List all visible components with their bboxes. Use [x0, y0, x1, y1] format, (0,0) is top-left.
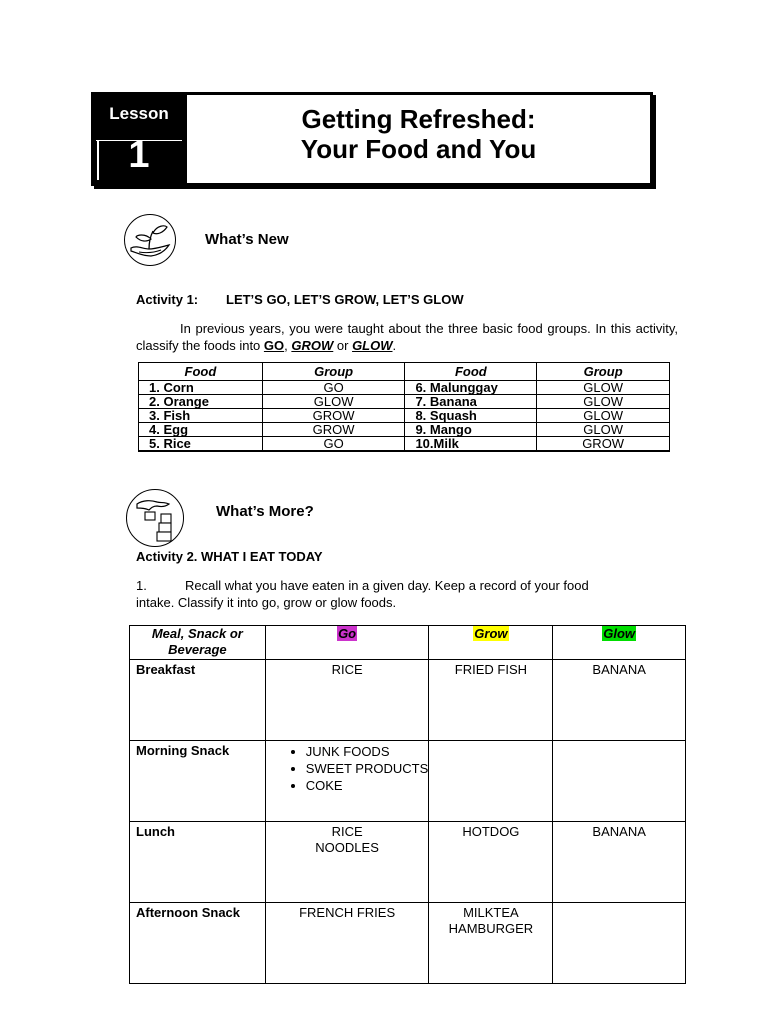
table-row [130, 660, 686, 741]
glow-keyword: GLOW [352, 338, 393, 353]
header-meal-line1: Meal, Snack or [151, 626, 243, 641]
grow-cell: FRIED FISH [429, 660, 553, 741]
hand-stacking-blocks-icon [126, 489, 184, 547]
activity1-title: LET’S GO, LET’S GROW, LET’S GLOW [226, 292, 464, 307]
meal-cell: Lunch [130, 822, 266, 903]
glow-cell: BANANA [553, 660, 686, 741]
meal-cell: Afternoon Snack [130, 903, 266, 984]
table-row [130, 741, 686, 822]
go-line: NOODLES [315, 840, 379, 855]
table-row [139, 381, 670, 395]
glow-cell: BANANA [553, 822, 686, 903]
food-cell: 6. Malunggay [405, 381, 537, 395]
grow-cell: HOTDOG [429, 822, 553, 903]
group-cell: GLOW [537, 381, 670, 395]
intro-sep1: , [284, 338, 292, 353]
food-cell: 10.Milk [405, 437, 537, 452]
go-cell [265, 741, 429, 822]
go-cell: RICE [265, 660, 429, 741]
group-cell: GROW [262, 423, 405, 437]
grow-cell [429, 741, 553, 822]
header-food: Food [139, 363, 263, 381]
header-meal-line2: Beverage [168, 642, 227, 657]
go-cell [265, 822, 429, 903]
header-group: Group [262, 363, 405, 381]
group-cell: GO [262, 437, 405, 452]
table-header-row [130, 626, 686, 660]
grow-highlight: Grow [474, 626, 508, 641]
grow-line: HAMBURGER [448, 921, 534, 936]
go-keyword: GO [263, 338, 285, 353]
table-header-row [139, 363, 670, 381]
go-highlight: Go [338, 626, 357, 641]
list-item: • COKE [306, 777, 429, 794]
whats-new-heading: What’s New [205, 231, 289, 248]
instruction-number: 1. [136, 578, 147, 593]
grow-line: MILKTEA [463, 905, 519, 920]
go-list [266, 743, 429, 794]
go-cell: FRENCH FRIES [265, 903, 429, 984]
food-cell: 1. Corn [139, 381, 263, 395]
glow-cell [553, 741, 686, 822]
header-food: Food [405, 363, 537, 381]
header-go [265, 626, 429, 660]
group-cell: GLOW [537, 423, 670, 437]
lesson-label: Lesson [109, 104, 169, 123]
table-row [139, 423, 670, 437]
whats-more-heading: What’s More? [216, 503, 314, 520]
group-cell: GO [262, 381, 405, 395]
intro-end: . [392, 338, 397, 353]
food-intake-table [129, 625, 686, 984]
table-row [139, 409, 670, 423]
list-item: • JUNK FOODS [306, 743, 429, 760]
food-cell: 3. Fish [139, 409, 263, 423]
table-row [139, 395, 670, 409]
food-group-table [138, 362, 670, 452]
food-cell: 7. Banana [405, 395, 537, 409]
table-row [139, 437, 670, 452]
lesson-number: 1 [128, 134, 150, 176]
meal-cell: Breakfast [130, 660, 266, 741]
table-row [130, 903, 686, 984]
food-cell: 9. Mango [405, 423, 537, 437]
activity1-intro [136, 320, 678, 354]
list-item: • SWEET PRODUCTS [306, 760, 429, 777]
header-group: Group [537, 363, 670, 381]
group-cell: GLOW [537, 395, 670, 409]
header-meal [130, 626, 266, 660]
grow-cell [429, 903, 553, 984]
intro-sep2: or [333, 338, 353, 353]
glow-cell [553, 903, 686, 984]
grow-keyword: GROW [291, 338, 334, 353]
activity1-number: Activity 1: [136, 292, 199, 307]
group-cell: GROW [537, 437, 670, 452]
food-cell: 5. Rice [139, 437, 263, 452]
food-cell: 8. Squash [405, 409, 537, 423]
lesson-title-line2: Your Food and You [300, 134, 537, 164]
food-cell: 4. Egg [139, 423, 263, 437]
instruction-line1: Recall what you have eaten in a given day. Keep a record of your food [185, 578, 589, 593]
go-line: RICE [331, 824, 363, 839]
plant-in-hand-icon [124, 214, 176, 266]
header-grow [429, 626, 553, 660]
group-cell: GROW [262, 409, 405, 423]
meal-cell: Morning Snack [130, 741, 266, 822]
food-cell: 2. Orange [139, 395, 263, 409]
intro-text: In previous years, you were taught about the three basic food groups. In this activity, classify the foods into [136, 321, 678, 353]
header-glow [553, 626, 686, 660]
instruction-line2: intake. Classify it into go, grow or glow foods. [136, 595, 397, 610]
glow-highlight: Glow [603, 626, 636, 641]
lesson-title-line1: Getting Refreshed: [301, 104, 536, 134]
table-row [130, 822, 686, 903]
group-cell: GLOW [262, 395, 405, 409]
activity2-title: Activity 2. WHAT I EAT TODAY [136, 549, 323, 564]
group-cell: GLOW [537, 409, 670, 423]
